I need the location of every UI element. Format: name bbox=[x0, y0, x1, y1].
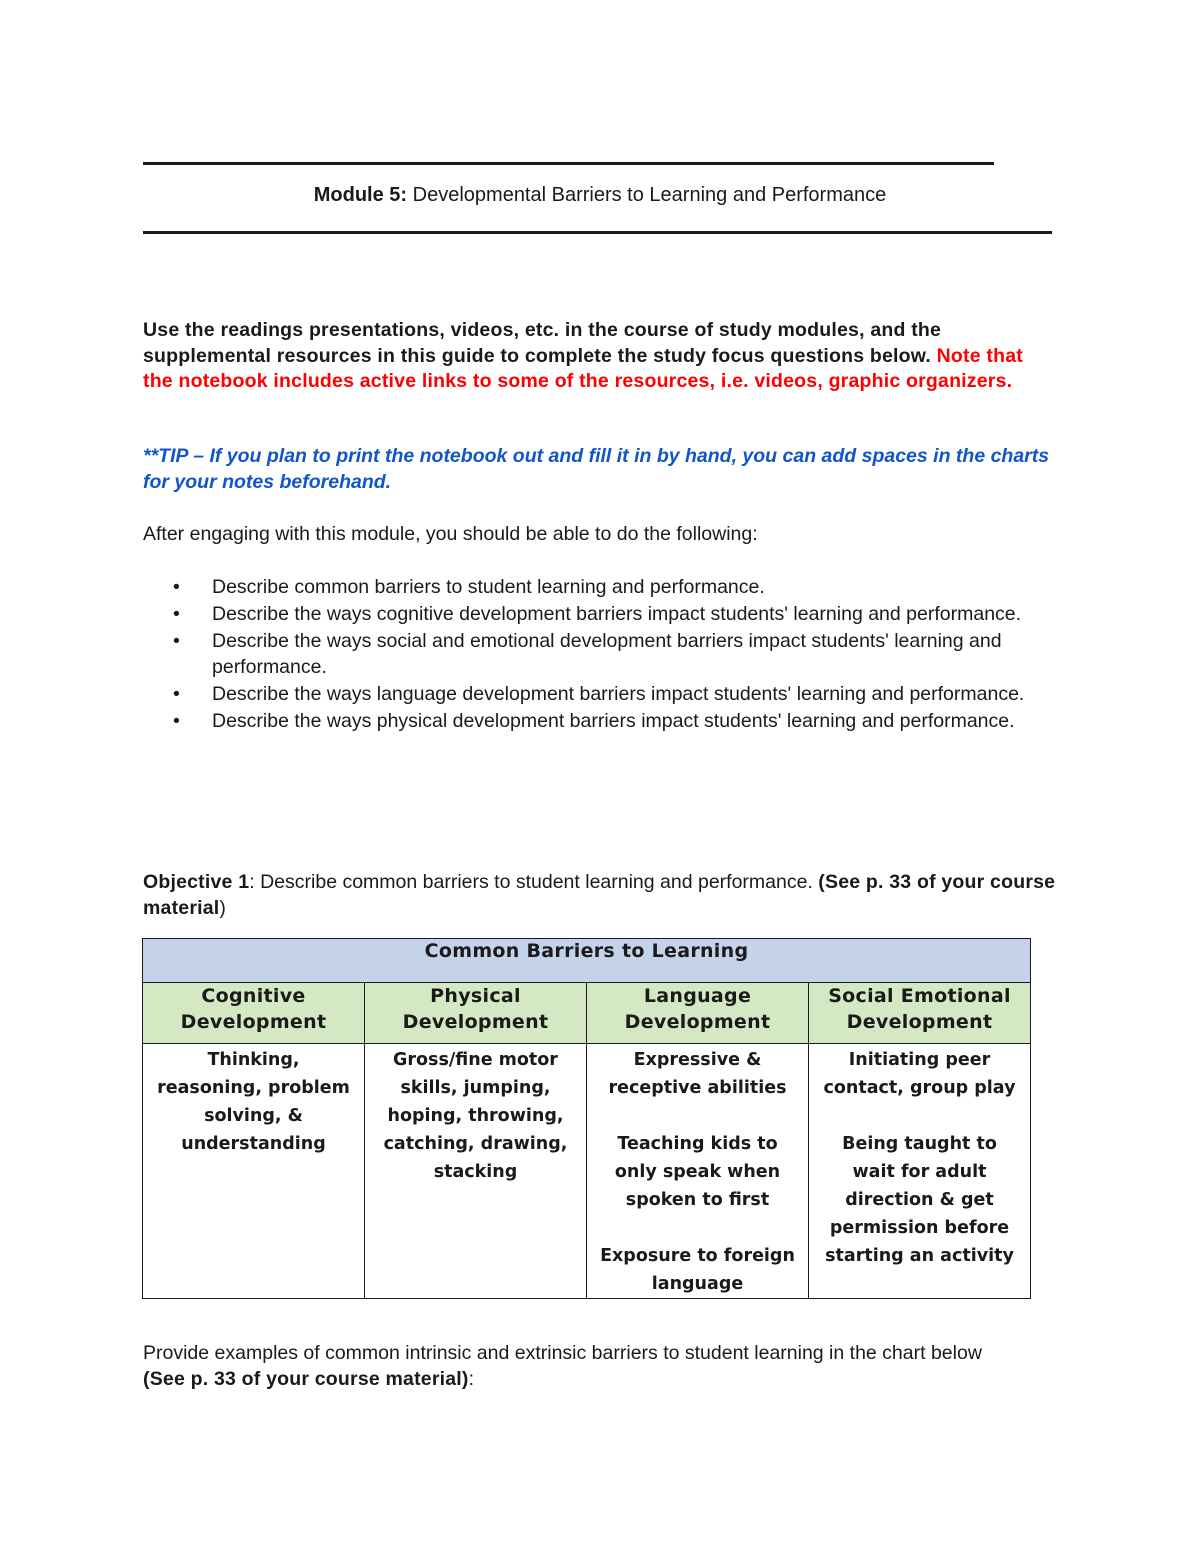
closing-text: Provide examples of common intrinsic and extrinsic barriers to student learning in the chart below bbox=[143, 1342, 982, 1364]
cell-physical bbox=[365, 1044, 587, 1299]
objective-1-text: : Describe common barriers to student learning and performance. bbox=[249, 871, 819, 893]
top-rule bbox=[143, 162, 994, 165]
bullet-icon: • bbox=[173, 576, 180, 598]
cell-entry: Teaching kids to only speak when spoken to first bbox=[614, 1134, 781, 1210]
objective-1-heading bbox=[143, 870, 1058, 921]
bullet-icon: • bbox=[173, 629, 180, 652]
column-header-cognitive: Cognitive Development bbox=[143, 983, 365, 1044]
objective-text: Describe the ways language development barriers impact students' learning and performance. bbox=[212, 683, 1025, 706]
module-label: Module 5: bbox=[313, 184, 408, 206]
barriers-table bbox=[142, 938, 1031, 1299]
bullet-icon: • bbox=[173, 683, 180, 706]
bullet-icon: • bbox=[173, 602, 180, 625]
bullet-icon: • bbox=[173, 709, 180, 732]
lead-in-text: After engaging with this module, you should be able to do the following: bbox=[143, 523, 758, 545]
instructions-text: Use the readings presentations, videos, etc. in the course of study modules, and the supplemental resources in this guide to complete the study focus questions below. bbox=[143, 319, 942, 367]
table-title: Common Barriers to Learning bbox=[143, 939, 1031, 983]
list-item bbox=[143, 708, 1053, 735]
module-title bbox=[0, 184, 1200, 207]
list-item bbox=[143, 574, 1053, 601]
cell-entry: Initiating peer contact, group play bbox=[823, 1050, 1016, 1098]
cell-entry: Thinking, reasoning, problem solving, & understanding bbox=[157, 1050, 350, 1154]
list-item bbox=[143, 601, 1053, 628]
column-header-social-emotional: Social Emotional Development bbox=[809, 983, 1031, 1044]
objectives-list bbox=[143, 574, 1053, 735]
links-note: Note that the notebook includes active links to some of the resources, i.e. videos, graphic organizers. bbox=[143, 344, 1023, 392]
cell-entry: Expressive & receptive abilities bbox=[608, 1050, 787, 1098]
cell-language bbox=[587, 1044, 809, 1299]
objective-text: Describe the ways social and emotional development barriers impact students' learning and performance. bbox=[212, 629, 1002, 679]
objective-1-reference: (See p. 33 of your course material bbox=[143, 871, 1056, 919]
objective-1-close: ) bbox=[219, 896, 226, 919]
bottom-rule bbox=[143, 231, 1052, 234]
objective-text: Describe the ways cognitive development barriers impact students' learning and performance. bbox=[212, 602, 1022, 625]
instructions-paragraph bbox=[143, 318, 1058, 395]
cell-social-emotional bbox=[809, 1044, 1031, 1299]
closing-end: : bbox=[468, 1367, 475, 1390]
closing-reference: (See p. 33 of your course material) bbox=[143, 1367, 469, 1390]
column-header-physical: Physical Development bbox=[365, 983, 587, 1044]
tip-paragraph: **TIP – If you plan to print the notebook out and fill it in by hand, you can add spaces in the charts for your notes beforehand. bbox=[143, 445, 1050, 493]
module-name: Developmental Barriers to Learning and Performance bbox=[407, 184, 887, 206]
cell-entry: Exposure to foreign language bbox=[600, 1246, 795, 1294]
list-item bbox=[143, 681, 1053, 708]
objective-text: Describe common barriers to student learning and performance. bbox=[212, 576, 765, 598]
cell-cognitive bbox=[143, 1044, 365, 1299]
cell-entry: Gross/fine motor skills, jumping, hoping, throwing, catching, drawing, stacking bbox=[383, 1050, 568, 1182]
objective-1-label: Objective 1 bbox=[143, 871, 250, 893]
closing-paragraph bbox=[143, 1341, 1023, 1392]
column-header-language: Language Development bbox=[587, 983, 809, 1044]
list-item bbox=[143, 628, 1053, 682]
objective-text: Describe the ways physical development barriers impact students' learning and performance. bbox=[212, 709, 1015, 732]
cell-entry: Being taught to wait for adult direction & get permission before starting an activity bbox=[825, 1134, 1014, 1266]
